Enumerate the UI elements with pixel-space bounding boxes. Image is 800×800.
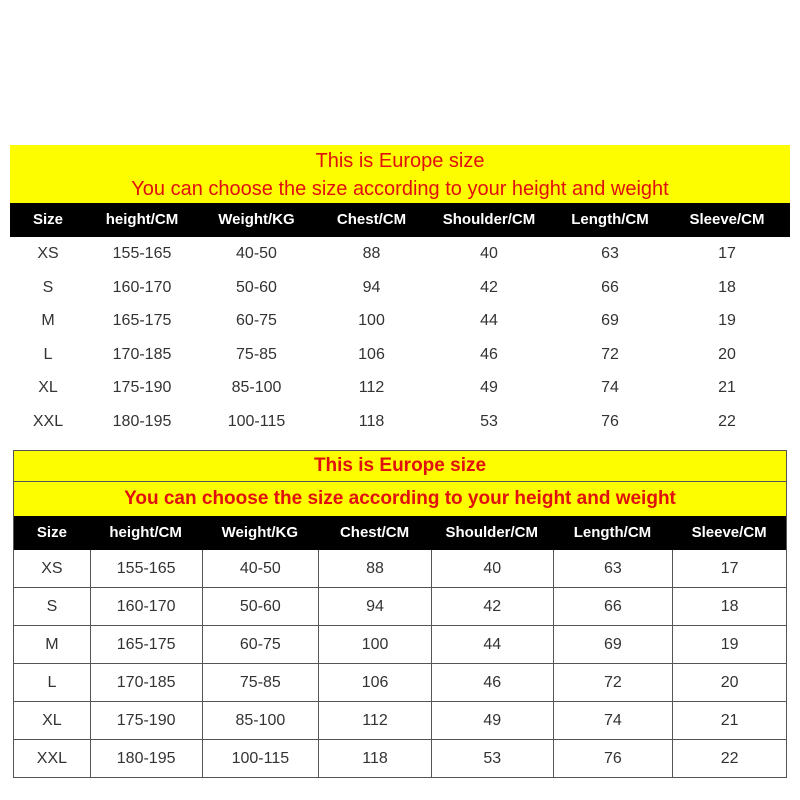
cell-height: 180-195 xyxy=(90,740,202,777)
column-header-weight: Weight/KG xyxy=(218,211,295,228)
table-row xyxy=(10,405,790,439)
cell-length: 69 xyxy=(553,626,673,663)
cell-chest: 112 xyxy=(358,379,385,397)
cell-height: 170-185 xyxy=(112,345,172,363)
cell-chest: 106 xyxy=(318,664,431,701)
cell-weight: 100-115 xyxy=(227,412,286,430)
table-row xyxy=(14,739,786,777)
size-chart-bottom-title: This is Europe size xyxy=(14,451,786,482)
cell-chest: 94 xyxy=(362,278,381,296)
cell-shoulder: 40 xyxy=(480,245,498,262)
cell-weight: 40-50 xyxy=(202,550,319,587)
cell-size: XL xyxy=(42,712,62,729)
cell-size: S xyxy=(46,598,58,615)
cell-sleeve: 18 xyxy=(672,588,786,625)
cell-sleeve: 21 xyxy=(718,379,736,397)
cell-chest: 88 xyxy=(318,550,431,587)
cell-weight: 60-75 xyxy=(236,312,277,330)
size-chart-top-header-row xyxy=(10,203,790,237)
cell-shoulder: 42 xyxy=(480,278,498,296)
cell-height: 175-190 xyxy=(112,379,172,397)
size-chart-top-body xyxy=(10,237,790,439)
cell-height: 165-175 xyxy=(90,626,202,663)
size-chart-bottom-header-row xyxy=(14,516,786,550)
cell-length: 74 xyxy=(601,379,619,397)
table-row xyxy=(10,271,790,305)
cell-length: 69 xyxy=(601,312,619,330)
cell-length: 66 xyxy=(553,588,673,625)
cell-size: L xyxy=(47,674,57,691)
column-header-size: Size xyxy=(32,211,63,228)
size-chart-bottom-body xyxy=(14,550,786,777)
cell-chest: 94 xyxy=(318,588,431,625)
cell-size: XS xyxy=(37,245,59,262)
size-chart-top-title: This is Europe size xyxy=(315,150,485,172)
column-header-chest: Chest/CM xyxy=(336,211,407,228)
table-row xyxy=(10,371,790,405)
cell-sleeve: 19 xyxy=(672,626,786,663)
cell-shoulder: 42 xyxy=(431,588,553,625)
cell-length: 72 xyxy=(601,345,619,363)
cell-sleeve: 17 xyxy=(718,245,736,262)
cell-length: 74 xyxy=(553,702,673,739)
cell-weight: 75-85 xyxy=(202,664,319,701)
cell-size: XXL xyxy=(36,750,68,767)
cell-size: L xyxy=(43,345,53,363)
cell-weight: 50-60 xyxy=(202,588,319,625)
cell-weight: 85-100 xyxy=(231,379,282,397)
column-header-size: Size xyxy=(36,524,67,541)
column-header-chest: Chest/CM xyxy=(339,524,410,541)
cell-shoulder: 44 xyxy=(480,312,498,330)
cell-length: 63 xyxy=(601,245,619,262)
size-chart-top-subtitle: You can choose the size according to your height and weight xyxy=(131,178,669,200)
size-chart-top-title-bar xyxy=(10,145,790,203)
cell-shoulder: 46 xyxy=(480,345,498,363)
cell-size: S xyxy=(42,278,54,296)
cell-sleeve: 20 xyxy=(672,664,786,701)
cell-size: XL xyxy=(38,379,58,397)
cell-shoulder: 40 xyxy=(431,550,553,587)
cell-size: XXL xyxy=(32,412,64,430)
cell-height: 155-165 xyxy=(112,245,172,262)
cell-height: 175-190 xyxy=(90,702,202,739)
cell-weight: 40-50 xyxy=(236,245,277,262)
cell-weight: 85-100 xyxy=(202,702,319,739)
cell-length: 72 xyxy=(553,664,673,701)
cell-sleeve: 20 xyxy=(718,345,736,363)
cell-chest: 100 xyxy=(358,312,385,330)
cell-shoulder: 49 xyxy=(480,379,498,397)
cell-sleeve: 22 xyxy=(672,740,786,777)
cell-chest: 88 xyxy=(362,245,381,262)
cell-sleeve: 19 xyxy=(718,312,736,330)
table-row xyxy=(14,587,786,625)
cell-weight: 75-85 xyxy=(236,345,277,363)
cell-length: 76 xyxy=(553,740,673,777)
cell-shoulder: 49 xyxy=(431,702,553,739)
table-row xyxy=(14,701,786,739)
table-row xyxy=(14,550,786,587)
table-row xyxy=(14,625,786,663)
cell-weight: 50-60 xyxy=(236,278,277,296)
column-header-length: Length/CM xyxy=(571,211,649,228)
column-header-shoulder: Shoulder/CM xyxy=(442,211,536,228)
cell-height: 170-185 xyxy=(90,664,202,701)
column-header-height: height/CM xyxy=(109,524,182,541)
cell-weight: 60-75 xyxy=(202,626,319,663)
cell-sleeve: 22 xyxy=(718,412,736,430)
cell-weight: 100-115 xyxy=(202,740,319,777)
cell-chest: 112 xyxy=(318,702,431,739)
column-header-height: height/CM xyxy=(105,211,179,228)
column-header-sleeve: Sleeve/CM xyxy=(689,211,765,228)
column-header-length: Length/CM xyxy=(573,524,652,541)
cell-size: XS xyxy=(41,560,63,577)
column-header-sleeve: Sleeve/CM xyxy=(691,524,767,541)
cell-sleeve: 18 xyxy=(718,278,736,296)
cell-sleeve: 21 xyxy=(672,702,786,739)
column-header-shoulder: Shoulder/CM xyxy=(445,524,538,541)
cell-size: M xyxy=(41,312,55,330)
cell-height: 155-165 xyxy=(90,550,202,587)
table-row xyxy=(10,338,790,372)
table-row xyxy=(14,663,786,701)
cell-sleeve: 17 xyxy=(672,550,786,587)
cell-shoulder: 44 xyxy=(431,626,553,663)
cell-height: 160-170 xyxy=(90,588,202,625)
cell-chest: 100 xyxy=(318,626,431,663)
cell-shoulder: 53 xyxy=(480,412,498,430)
table-row xyxy=(10,304,790,338)
cell-chest: 118 xyxy=(358,412,385,430)
cell-height: 180-195 xyxy=(112,412,172,430)
size-chart-bottom-table xyxy=(13,450,787,778)
cell-height: 165-175 xyxy=(112,312,172,330)
cell-size: M xyxy=(45,636,59,653)
cell-chest: 106 xyxy=(358,345,385,363)
cell-length: 76 xyxy=(601,412,619,430)
cell-height: 160-170 xyxy=(112,278,172,296)
table-row xyxy=(10,237,790,271)
column-header-weight: Weight/KG xyxy=(221,524,299,541)
cell-shoulder: 53 xyxy=(431,740,553,777)
cell-chest: 118 xyxy=(318,740,431,777)
cell-shoulder: 46 xyxy=(431,664,553,701)
cell-length: 66 xyxy=(601,278,619,296)
cell-length: 63 xyxy=(553,550,673,587)
size-chart-bottom-subtitle: You can choose the size according to your height and weight xyxy=(14,482,786,516)
